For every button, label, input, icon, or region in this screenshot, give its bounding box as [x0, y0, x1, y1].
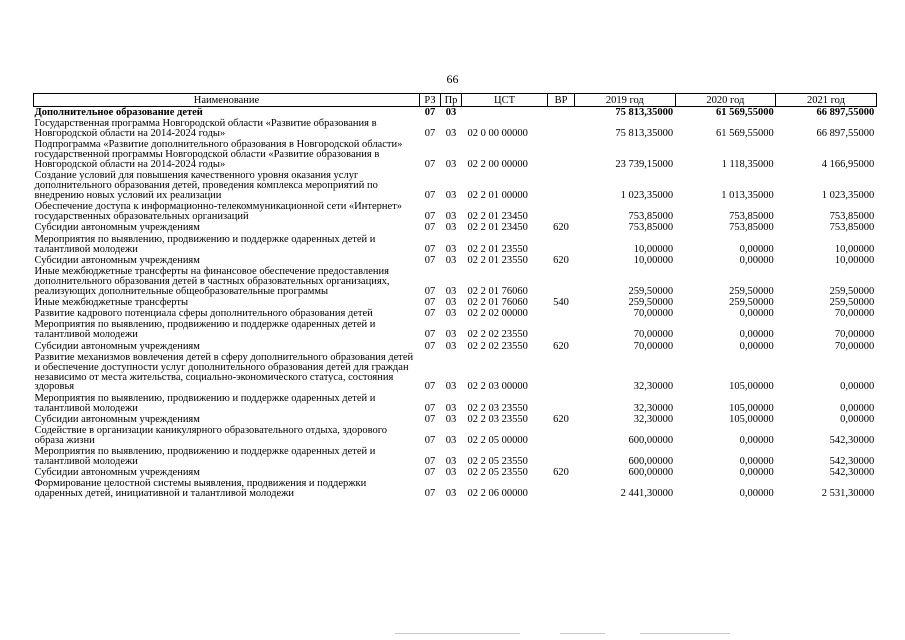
- cell-y2020: 61 569,55000: [715, 107, 774, 118]
- cell-y2019: 600,00000: [628, 455, 674, 467]
- cell-cst: 02 2 01 76060: [467, 296, 528, 308]
- table-row: [34, 254, 877, 265]
- cell-vr: [548, 478, 575, 499]
- table-header: [34, 94, 877, 107]
- cell-name: Дополнительное образование детей: [34, 107, 203, 118]
- cell-name: Создание условий для повышения качественного уровня оказания услуг дополнительного образования детей, проведения комплекса мероприятий по внедрению новых условий их реализации: [34, 170, 378, 202]
- cell-vr: 620: [553, 340, 569, 352]
- cell-cst: 02 2 01 23550: [467, 243, 528, 255]
- header-2020: 2020 год: [675, 94, 776, 107]
- page-number: 66: [446, 72, 459, 86]
- cell-pr: 03: [445, 107, 457, 118]
- cell-cst: 02 2 02 00000: [467, 308, 528, 320]
- cell-cst: 02 2 05 23550: [467, 455, 528, 467]
- cell-vr: [548, 319, 575, 340]
- cell-rz: 07: [424, 381, 436, 393]
- cell-pr: 03: [445, 402, 457, 414]
- cell-vr: 620: [553, 467, 569, 479]
- cell-y2019: 75 813,35000: [615, 107, 674, 118]
- cell-pr: 03: [445, 455, 457, 467]
- cell-y2020: 1 118,35000: [721, 159, 774, 171]
- cell-y2021: 66 897,55000: [816, 128, 875, 140]
- scan-artifact-line: [395, 633, 520, 634]
- cell-y2019: 600,00000: [628, 434, 674, 446]
- table-row: [34, 222, 877, 233]
- table-row: [34, 297, 877, 308]
- scan-artifact-line: [640, 633, 730, 634]
- cell-rz: 07: [424, 413, 436, 425]
- cell-cst: 02 2 01 23450: [467, 211, 528, 223]
- cell-name: Развитие механизмов вовлечения детей в сферу дополнительного образования детей и обеспечение доступности услуг дополнительного образования детей для граждан независимо от места жительства, социально-экономического статуса, состояния здоровья: [34, 351, 414, 393]
- cell-y2021: 753,85000: [829, 211, 875, 223]
- cell-name: Иные межбюджетные трансферты на финансовое обеспечение предоставления дополнительного образования детей в частных образовательных организациях, реализующих дополнительные общеобразовательные программы: [34, 265, 390, 297]
- cell-rz: 07: [424, 402, 436, 414]
- cell-y2021: 4 166,95000: [821, 159, 875, 171]
- cell-y2021: 70,00000: [834, 308, 875, 320]
- cell-pr: 03: [445, 381, 457, 393]
- cell-y2019: 70,00000: [633, 329, 674, 341]
- cell-y2020: 0,00000: [739, 488, 774, 500]
- cell-cst: 02 2 03 00000: [467, 381, 528, 393]
- cell-vr: [548, 118, 575, 139]
- cell-name: Субсидии автономным учреждениям: [34, 413, 200, 425]
- header-name: Наименование: [34, 94, 420, 107]
- cell-rz: 07: [424, 211, 436, 223]
- cell-y2021: 66 897,55000: [816, 107, 875, 118]
- table-row: [34, 413, 877, 424]
- table-row: [34, 319, 877, 340]
- cell-vr: [548, 139, 575, 170]
- cell-name: Мероприятия по выявлению, продвижению и поддержке одаренных детей и талантливой молодежи: [34, 233, 376, 255]
- cell-y2019: 10,00000: [633, 243, 674, 255]
- cell-y2019: 753,85000: [628, 222, 674, 234]
- cell-y2019: 32,30000: [633, 402, 674, 414]
- cell-vr: 620: [553, 254, 569, 266]
- total-row: [34, 107, 877, 118]
- cell-y2019: 2 441,30000: [620, 488, 674, 500]
- header-cst: ЦСТ: [462, 94, 548, 107]
- table-row: [34, 118, 877, 139]
- cell-cst: 02 2 06 00000: [467, 488, 528, 500]
- cell-name: Мероприятия по выявлению, продвижению и поддержке одаренных детей и талантливой молодежи: [34, 392, 376, 414]
- cell-cst: 02 2 01 23450: [467, 222, 528, 234]
- cell-y2019: 753,85000: [628, 211, 674, 223]
- table-row: [34, 351, 877, 392]
- cell-vr: [548, 170, 575, 201]
- cell-y2020: 259,50000: [729, 285, 774, 297]
- cell-vr: 540: [553, 296, 569, 308]
- table-row: [34, 170, 877, 201]
- cell-vr: [548, 446, 575, 467]
- header-vr: ВР: [548, 94, 575, 107]
- cell-y2020: 0,00000: [739, 308, 774, 320]
- cell-y2020: 0,00000: [739, 455, 774, 467]
- cell-pr: 03: [445, 243, 457, 255]
- cell-name: Субсидии автономным учреждениям: [34, 467, 200, 479]
- cell-pr: 03: [445, 329, 457, 341]
- table-row: [34, 308, 877, 319]
- cell-rz: 07: [424, 308, 436, 320]
- cell-y2019: 1 023,35000: [620, 190, 674, 202]
- cell-y2021: 259,50000: [829, 285, 875, 297]
- cell-name: Государственная программа Новгородской области «Развитие образования в Новгородской области на 2014-2024 годы»: [34, 118, 377, 140]
- cell-y2019: 259,50000: [628, 285, 674, 297]
- table-row: [34, 446, 877, 467]
- cell-pr: 03: [445, 190, 457, 202]
- cell-y2019: 23 739,15000: [615, 159, 674, 171]
- cell-vr: [548, 425, 575, 446]
- cell-y2020: 0,00000: [739, 467, 774, 479]
- cell-y2021: 259,50000: [829, 296, 875, 308]
- cell-pr: 03: [445, 434, 457, 446]
- cell-vr: [548, 233, 575, 254]
- cell-y2020: 1 013,35000: [721, 190, 774, 202]
- cell-pr: 03: [445, 254, 457, 266]
- cell-rz: 07: [424, 243, 436, 255]
- cell-rz: 07: [424, 107, 436, 118]
- cell-cst: [462, 107, 548, 118]
- table-row: [34, 201, 877, 222]
- cell-vr: [548, 392, 575, 413]
- header-2019: 2019 год: [575, 94, 676, 107]
- cell-vr: [548, 308, 575, 319]
- cell-name: Иные межбюджетные трансферты: [34, 296, 189, 308]
- cell-y2020: 0,00000: [739, 254, 774, 266]
- cell-pr: 03: [445, 211, 457, 223]
- cell-pr: 03: [445, 488, 457, 500]
- cell-rz: 07: [424, 254, 436, 266]
- cell-name: Содействие в организации каникулярного образовательного отдыха, здорового образа жизни: [34, 424, 388, 446]
- cell-y2021: 1 023,35000: [821, 190, 875, 202]
- cell-pr: 03: [445, 159, 457, 171]
- cell-y2020: 0,00000: [739, 340, 774, 352]
- table-row: [34, 392, 877, 413]
- cell-rz: 07: [424, 434, 436, 446]
- cell-y2021: 10,00000: [834, 243, 875, 255]
- cell-y2019: 70,00000: [633, 308, 674, 320]
- cell-rz: 07: [424, 340, 436, 352]
- cell-cst: 02 2 01 00000: [467, 190, 528, 202]
- table-row: [34, 478, 877, 499]
- cell-y2019: 70,00000: [633, 340, 674, 352]
- budget-table: [33, 93, 877, 499]
- cell-pr: 03: [445, 285, 457, 297]
- table-row: [34, 266, 877, 297]
- cell-name: Субсидии автономным учреждениям: [34, 254, 200, 266]
- cell-cst: 02 2 00 00000: [467, 159, 528, 171]
- cell-cst: 02 2 03 23550: [467, 413, 528, 425]
- cell-y2019: 10,00000: [633, 254, 674, 266]
- cell-name: Субсидии автономным учреждениям: [34, 340, 200, 352]
- cell-y2021: 0,00000: [840, 381, 875, 393]
- cell-y2021: 0,00000: [840, 413, 875, 425]
- cell-pr: 03: [445, 340, 457, 352]
- table-row: [34, 233, 877, 254]
- cell-y2021: 0,00000: [840, 402, 875, 414]
- cell-cst: 02 2 02 23550: [467, 329, 528, 341]
- cell-name: Подпрограмма «Развитие дополнительного образования в Новгородской области» государственной программы Новгородской области «Развитие образования в Новгородской области на 2014-2024 годы»: [34, 139, 403, 171]
- cell-y2020: 0,00000: [739, 329, 774, 341]
- header-pr: Пр: [441, 94, 462, 107]
- cell-y2021: 542,30000: [829, 434, 875, 446]
- cell-vr: [548, 266, 575, 297]
- cell-rz: 07: [424, 296, 436, 308]
- cell-vr: [548, 351, 575, 392]
- cell-y2019: 75 813,35000: [615, 128, 674, 140]
- cell-y2019: 32,30000: [633, 413, 674, 425]
- cell-y2019: 32,30000: [633, 381, 674, 393]
- cell-cst: 02 2 05 23550: [467, 467, 528, 479]
- cell-pr: 03: [445, 296, 457, 308]
- cell-vr: [548, 107, 575, 118]
- table-row: [34, 139, 877, 170]
- cell-y2020: 0,00000: [739, 434, 774, 446]
- cell-cst: 02 0 00 00000: [467, 128, 528, 140]
- cell-y2021: 2 531,30000: [821, 488, 875, 500]
- cell-rz: 07: [424, 128, 436, 140]
- cell-rz: 07: [424, 159, 436, 171]
- cell-rz: 07: [424, 329, 436, 341]
- cell-pr: 03: [445, 413, 457, 425]
- cell-y2021: 542,30000: [829, 467, 875, 479]
- cell-y2020: 259,50000: [729, 296, 774, 308]
- cell-y2019: 259,50000: [628, 296, 674, 308]
- cell-name: Обеспечение доступа к информационно-телекоммуникационной сети «Интернет» государственных образовательных организаций: [34, 201, 403, 223]
- header-2021: 2021 год: [776, 94, 877, 107]
- cell-y2021: 70,00000: [834, 340, 875, 352]
- cell-y2020: 105,00000: [729, 413, 774, 425]
- cell-y2020: 105,00000: [729, 381, 774, 393]
- cell-cst: 02 2 01 23550: [467, 254, 528, 266]
- cell-name: Формирование целостной системы выявления, продвижения и поддержки одаренных детей, инициативной и талантливой молодежи: [34, 478, 367, 500]
- cell-y2021: 753,85000: [829, 222, 875, 234]
- cell-pr: 03: [445, 222, 457, 234]
- cell-vr: 620: [553, 222, 569, 234]
- header-rz: РЗ: [420, 94, 441, 107]
- cell-y2020: 753,85000: [729, 222, 774, 234]
- table-row: [34, 425, 877, 446]
- cell-y2020: 105,00000: [729, 402, 774, 414]
- cell-cst: 02 2 01 76060: [467, 285, 528, 297]
- cell-rz: 07: [424, 488, 436, 500]
- cell-name: Развитие кадрового потенциала сферы дополнительного образования детей: [34, 308, 373, 320]
- cell-pr: 03: [445, 128, 457, 140]
- cell-y2019: 600,00000: [628, 467, 674, 479]
- cell-cst: 02 2 02 23550: [467, 340, 528, 352]
- cell-name: Мероприятия по выявлению, продвижению и поддержке одаренных детей и талантливой молодежи: [34, 446, 376, 467]
- cell-rz: 07: [424, 455, 436, 467]
- cell-cst: 02 2 03 23550: [467, 402, 528, 414]
- table-row: [34, 340, 877, 351]
- cell-y2020: 61 569,55000: [715, 128, 774, 140]
- cell-pr: 03: [445, 467, 457, 479]
- table-row: [34, 467, 877, 478]
- table-body: [34, 107, 877, 500]
- cell-y2020: 0,00000: [739, 243, 774, 255]
- cell-pr: 03: [445, 308, 457, 320]
- cell-name: Мероприятия по выявлению, продвижению и поддержке одаренных детей и талантливой молодежи: [34, 319, 376, 341]
- cell-y2021: 10,00000: [834, 254, 875, 266]
- cell-cst: 02 2 05 00000: [467, 434, 528, 446]
- cell-rz: 07: [424, 222, 436, 234]
- scan-artifact-line: [560, 633, 605, 634]
- cell-y2021: 70,00000: [834, 329, 875, 341]
- cell-name: Субсидии автономным учреждениям: [34, 222, 200, 234]
- cell-vr: 620: [553, 413, 569, 425]
- cell-vr: [548, 201, 575, 222]
- cell-y2021: 542,30000: [829, 455, 875, 467]
- cell-rz: 07: [424, 190, 436, 202]
- cell-rz: 07: [424, 467, 436, 479]
- cell-rz: 07: [424, 285, 436, 297]
- cell-y2020: 753,85000: [729, 211, 774, 223]
